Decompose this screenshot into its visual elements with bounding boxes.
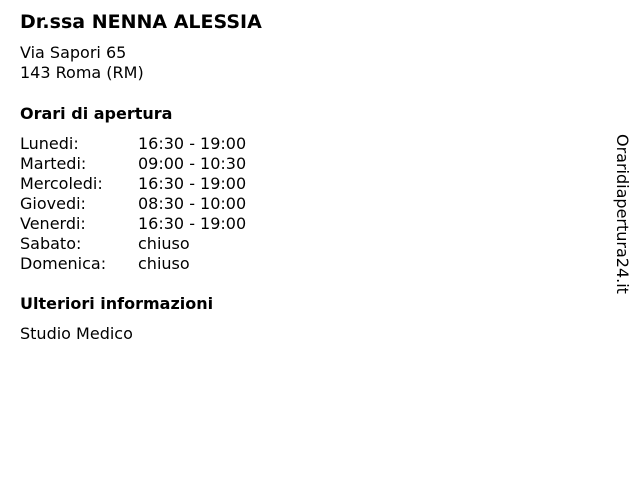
address-city: 143 Roma (RM) [20, 63, 144, 82]
time-value: 16:30 - 19:00 [138, 174, 247, 193]
day-label: Martedi: [20, 154, 87, 173]
time-value: 16:30 - 19:00 [138, 134, 247, 153]
more-info-text: Studio Medico [20, 324, 133, 343]
hours-row-tuesday [20, 154, 246, 174]
time-value: 09:00 - 10:30 [138, 154, 247, 173]
page-title: Dr.ssa NENNA ALESSIA [20, 11, 262, 33]
address-block [20, 43, 144, 83]
hours-row-saturday [20, 234, 246, 254]
time-value: chiuso [138, 234, 190, 253]
opening-hours-heading: Orari di apertura [20, 104, 173, 123]
time-value: 16:30 - 19:00 [138, 214, 247, 233]
hours-row-thursday [20, 194, 246, 214]
day-label: Venerdi: [20, 214, 86, 233]
hours-row-friday [20, 214, 246, 234]
hours-row-wednesday [20, 174, 246, 194]
day-label: Domenica: [20, 254, 107, 273]
day-label: Giovedi: [20, 194, 86, 213]
time-value: 08:30 - 10:00 [138, 194, 247, 213]
more-info-heading: Ulteriori informazioni [20, 294, 214, 313]
opening-hours-table [20, 134, 246, 274]
time-value: chiuso [138, 254, 190, 273]
address-street: Via Sapori 65 [20, 43, 127, 62]
day-label: Mercoledi: [20, 174, 103, 193]
site-brand-vertical: Oraridiapertura24.it [613, 134, 632, 294]
hours-row-sunday [20, 254, 246, 274]
hours-row-monday [20, 134, 246, 154]
day-label: Lunedi: [20, 134, 79, 153]
day-label: Sabato: [20, 234, 82, 253]
